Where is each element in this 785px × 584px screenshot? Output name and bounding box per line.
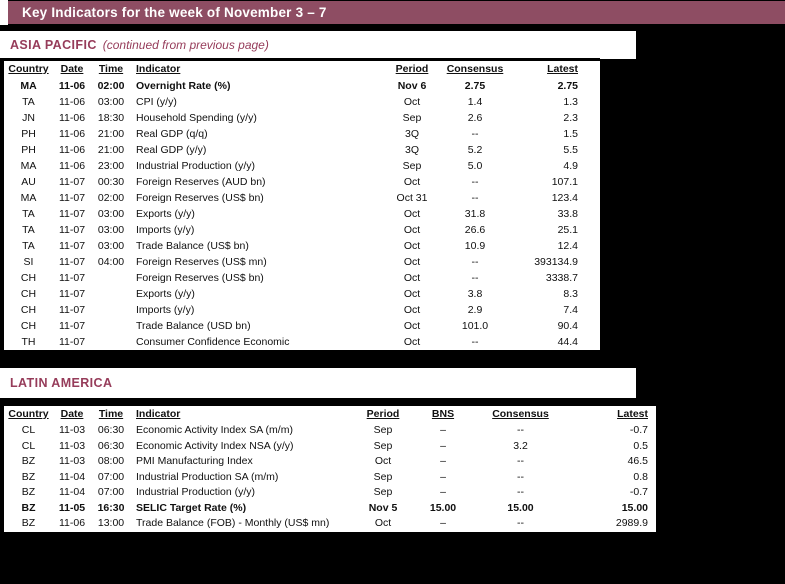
table-cell: -0.7 — [629, 424, 648, 436]
table-cell: 11-07 — [58, 336, 86, 348]
table-cell: Sep — [402, 160, 422, 172]
table-cell: 3338.7 — [545, 272, 578, 284]
table-cell: Trade Balance (USD bn) — [136, 320, 251, 332]
table-cell: Oct — [403, 208, 421, 220]
table-cell: Oct — [403, 288, 421, 300]
section-note: (continued from previous page) — [102, 38, 269, 52]
table-cell: BZ — [21, 455, 36, 467]
table-cell: CH — [20, 320, 37, 332]
table-cell: Oct — [403, 96, 421, 108]
table-cell: 11-07 — [58, 288, 86, 300]
table-cell: 06:30 — [97, 439, 125, 452]
table-cell: CL — [21, 439, 36, 452]
table-cell: Industrial Production (y/y) — [136, 486, 256, 498]
section-title: LATIN AMERICA — [10, 376, 113, 390]
table-cell: 03:00 — [97, 96, 125, 108]
section-title: ASIA PACIFIC — [10, 38, 97, 52]
table-row — [4, 254, 600, 270]
table-cell: BZ — [21, 470, 36, 483]
column-header: Latest — [547, 63, 578, 75]
table-cell: Sep — [373, 424, 393, 436]
table-cell: MA — [20, 192, 37, 204]
table-row — [4, 334, 600, 350]
table-cell: – — [440, 439, 446, 452]
table-cell: CH — [20, 288, 37, 300]
latin-america-table — [4, 406, 656, 532]
table-row — [4, 174, 600, 190]
table-cell: 16:30 — [97, 501, 125, 514]
table-cell: 26.6 — [464, 224, 486, 236]
table-cell: Oct — [374, 517, 392, 529]
table-row — [4, 286, 600, 302]
header-row — [4, 61, 600, 78]
page-title: Key Indicators for the week of November 3 – 7 — [22, 5, 327, 20]
table-cell: 15.00 — [621, 501, 648, 514]
table-cell: 3Q — [404, 128, 419, 140]
table-cell: 11-06 — [58, 517, 86, 529]
table-cell: 8.3 — [563, 288, 578, 300]
table-cell: Economic Activity Index NSA (y/y) — [136, 439, 294, 452]
table-cell: Oct — [403, 176, 421, 188]
table-cell: 11-04 — [58, 486, 86, 498]
table-row — [4, 142, 600, 158]
column-header: Country — [8, 63, 49, 75]
table-cell: CH — [20, 304, 37, 316]
table-cell: 04:00 — [97, 256, 125, 268]
table-cell: 07:00 — [97, 486, 125, 498]
table-cell: 11-07 — [58, 272, 86, 284]
table-cell: – — [440, 470, 446, 483]
table-cell: TA — [22, 240, 35, 252]
table-cell: 11-07 — [58, 240, 86, 252]
table-cell: 11-06 — [58, 112, 86, 124]
table-cell: 00:30 — [97, 176, 125, 188]
table-cell: 18:30 — [97, 112, 125, 124]
table-cell: 11-07 — [58, 192, 86, 204]
table-row — [4, 158, 600, 174]
table-cell: Household Spending (y/y) — [136, 112, 257, 124]
column-header: Period — [395, 63, 429, 75]
table-cell: Industrial Production (y/y) — [136, 160, 256, 172]
latin-america-table-block — [0, 403, 656, 532]
table-cell: Nov 6 — [397, 80, 427, 92]
table-cell: 11-06 — [58, 144, 86, 156]
table-cell: 03:00 — [97, 208, 125, 220]
column-header: BNS — [431, 408, 455, 420]
column-header: Time — [98, 63, 124, 75]
table-cell — [91, 302, 131, 318]
column-header: Indicator — [136, 408, 181, 420]
table-cell: PH — [21, 144, 36, 156]
table-cell: 25.1 — [557, 224, 578, 236]
table-cell: CPI (y/y) — [136, 96, 177, 108]
table-cell: JN — [22, 112, 35, 124]
table-row — [4, 222, 600, 238]
table-cell: 0.5 — [633, 439, 648, 452]
table-cell: Oct — [403, 304, 421, 316]
table-cell: 03:00 — [97, 240, 125, 252]
table-cell: 107.1 — [551, 176, 578, 188]
table-cell: 393134.9 — [534, 256, 578, 268]
table-cell: 11-03 — [58, 424, 86, 436]
table-cell: 11-03 — [58, 455, 86, 467]
table-cell: Oct — [403, 336, 421, 348]
table-cell: -- — [471, 272, 479, 284]
table-cell: Trade Balance (US$ bn) — [136, 240, 249, 252]
table-cell: 11-07 — [58, 304, 86, 316]
table-cell: 10.9 — [464, 240, 486, 252]
table-cell: 11-06 — [58, 80, 86, 92]
table-row — [4, 454, 656, 470]
table-cell: 3.8 — [467, 288, 483, 300]
table-cell: BZ — [21, 517, 36, 529]
table-cell: CH — [20, 272, 37, 284]
table-row — [4, 470, 656, 486]
table-cell — [91, 270, 131, 286]
header-row — [4, 406, 656, 423]
asia-pacific-table — [4, 61, 600, 350]
column-header: Country — [8, 408, 49, 420]
table-cell: 21:00 — [97, 144, 125, 156]
table-cell: Trade Balance (FOB) - Monthly (US$ mn) — [136, 517, 330, 529]
table-cell: 13:00 — [97, 517, 125, 529]
table-cell: Oct — [374, 455, 392, 467]
table-cell: Real GDP (q/q) — [136, 128, 208, 140]
table-cell: 2.9 — [467, 304, 483, 316]
table-cell: BZ — [21, 486, 36, 498]
table-cell: 11-07 — [58, 256, 86, 268]
table-cell: Oct — [403, 320, 421, 332]
table-cell: 11-04 — [58, 470, 86, 483]
table-cell: 5.5 — [563, 144, 578, 156]
table-cell: MA — [20, 80, 37, 92]
column-header: Date — [60, 63, 84, 75]
table-cell: 12.4 — [557, 240, 578, 252]
section-band-latin-america — [0, 368, 636, 398]
table-row — [4, 206, 600, 222]
table-row — [4, 439, 656, 455]
table-cell: -- — [471, 176, 479, 188]
table-cell: 2.6 — [467, 112, 483, 124]
table-cell: 2.75 — [557, 80, 578, 92]
table-cell: Economic Activity Index SA (m/m) — [136, 424, 293, 436]
table-cell: -- — [517, 517, 524, 529]
table-cell: 90.4 — [557, 320, 578, 332]
table-cell: 1.3 — [563, 96, 578, 108]
table-cell: 123.4 — [551, 192, 578, 204]
table-cell: Imports (y/y) — [136, 304, 195, 316]
table-cell: -- — [471, 336, 479, 348]
table-cell: 7.4 — [563, 304, 578, 316]
table-row — [4, 516, 656, 532]
table-cell: 02:00 — [97, 80, 125, 92]
table-cell: SI — [23, 256, 34, 268]
table-cell: Foreign Reserves (AUD bn) — [136, 176, 266, 188]
table-cell: 11-06 — [58, 160, 86, 172]
section-band-asia-pacific — [0, 31, 636, 59]
table-cell: – — [440, 455, 446, 467]
table-cell: Overnight Rate (%) — [136, 80, 231, 92]
table-cell: Exports (y/y) — [136, 208, 195, 220]
table-cell: 08:00 — [97, 455, 125, 467]
table-cell: – — [440, 424, 446, 436]
table-cell: 03:00 — [97, 224, 125, 236]
table-cell: 3.2 — [513, 439, 528, 452]
asia-pacific-table-block — [0, 58, 600, 350]
table-cell: 44.4 — [557, 336, 578, 348]
table-row — [4, 270, 600, 286]
table-cell: 11-07 — [58, 208, 86, 220]
table-cell: Oct — [403, 272, 421, 284]
table-cell: 11-07 — [58, 224, 86, 236]
table-cell: 2.3 — [563, 112, 578, 124]
table-cell: CL — [21, 424, 36, 436]
table-cell: 3Q — [404, 144, 419, 156]
table-cell — [91, 318, 131, 334]
table-cell: 46.5 — [627, 455, 648, 467]
table-cell: 4.9 — [563, 160, 578, 172]
table-cell: 11-07 — [58, 320, 86, 332]
table-cell: 15.00 — [429, 501, 457, 514]
table-cell: PH — [21, 128, 36, 140]
table-cell: 11-03 — [58, 439, 86, 452]
table-cell: Foreign Reserves (US$ bn) — [136, 192, 264, 204]
table-cell: -- — [517, 455, 524, 467]
table-row — [4, 94, 600, 110]
table-cell: -- — [471, 192, 479, 204]
table-cell: Industrial Production SA (m/m) — [136, 470, 279, 483]
column-header: Consensus — [492, 408, 549, 420]
column-header: Latest — [617, 408, 648, 420]
table-cell: AU — [21, 176, 36, 188]
table-cell: 11-05 — [58, 501, 86, 514]
table-cell: TA — [22, 208, 35, 220]
table-cell: Foreign Reserves (US$ mn) — [136, 256, 267, 268]
table-row — [4, 238, 600, 254]
column-header: Consensus — [446, 63, 504, 75]
table-row — [4, 110, 600, 126]
table-cell: Oct — [403, 256, 421, 268]
table-cell: 33.8 — [557, 208, 578, 220]
table-cell: Foreign Reserves (US$ bn) — [136, 272, 264, 284]
table-cell: 15.00 — [507, 501, 534, 514]
table-cell: 07:00 — [97, 470, 125, 483]
table-cell: TA — [22, 224, 35, 236]
table-cell: Imports (y/y) — [136, 224, 195, 236]
table-cell: 1.5 — [563, 128, 578, 140]
table-row — [4, 423, 656, 439]
table-row — [4, 302, 600, 318]
column-header: Indicator — [136, 63, 181, 75]
table-cell: BZ — [21, 501, 36, 514]
table-cell: PMI Manufacturing Index — [136, 455, 253, 467]
table-cell: Sep — [373, 470, 393, 483]
table-row — [4, 501, 656, 517]
table-cell — [91, 334, 131, 350]
table-cell: – — [440, 486, 446, 498]
table-cell: Oct — [403, 224, 421, 236]
table-cell: SELIC Target Rate (%) — [136, 501, 247, 514]
table-cell: 31.8 — [464, 208, 486, 220]
table-cell: Sep — [402, 112, 422, 124]
table-cell: -- — [517, 470, 524, 483]
table-cell: TA — [22, 96, 35, 108]
table-cell: -- — [517, 486, 524, 498]
table-row — [4, 126, 600, 142]
table-row — [4, 78, 600, 94]
table-cell: TH — [21, 336, 36, 348]
table-cell: Sep — [373, 439, 393, 452]
table-cell: 06:30 — [97, 424, 125, 436]
page-margin-corner — [0, 0, 8, 25]
table-cell: -- — [471, 128, 479, 140]
table-cell: Oct — [403, 240, 421, 252]
table-cell: 02:00 — [97, 192, 125, 204]
table-cell: 101.0 — [461, 320, 489, 332]
column-header: Time — [98, 408, 124, 420]
table-row — [4, 485, 656, 501]
table-cell: – — [440, 517, 446, 529]
table-cell: Exports (y/y) — [136, 288, 195, 300]
table-cell: 5.2 — [467, 144, 483, 156]
table-cell: MA — [20, 160, 37, 172]
table-cell: 11-07 — [58, 176, 86, 188]
table-cell: 11-06 — [58, 96, 86, 108]
table-cell: Real GDP (y/y) — [136, 144, 207, 156]
table-cell: Sep — [373, 486, 393, 498]
column-header: Period — [366, 408, 400, 420]
table-cell: 23:00 — [97, 160, 125, 172]
table-cell — [91, 286, 131, 302]
table-cell: Nov 5 — [368, 501, 398, 514]
table-row — [4, 190, 600, 206]
table-cell: 2989.9 — [615, 517, 648, 529]
table-cell: 11-06 — [58, 128, 86, 140]
table-row — [4, 318, 600, 334]
table-cell: -- — [517, 424, 524, 436]
table-cell: 5.0 — [467, 160, 483, 172]
table-cell: -- — [471, 256, 479, 268]
table-cell: 1.4 — [467, 96, 483, 108]
table-cell: -0.7 — [629, 486, 648, 498]
column-header: Date — [60, 408, 84, 420]
table-cell: 2.75 — [464, 80, 486, 92]
table-cell: Oct 31 — [396, 192, 428, 204]
table-cell: 21:00 — [97, 128, 125, 140]
table-cell: Consumer Confidence Economic — [136, 336, 290, 348]
title-bar — [8, 1, 785, 24]
table-cell: 0.8 — [633, 470, 648, 483]
